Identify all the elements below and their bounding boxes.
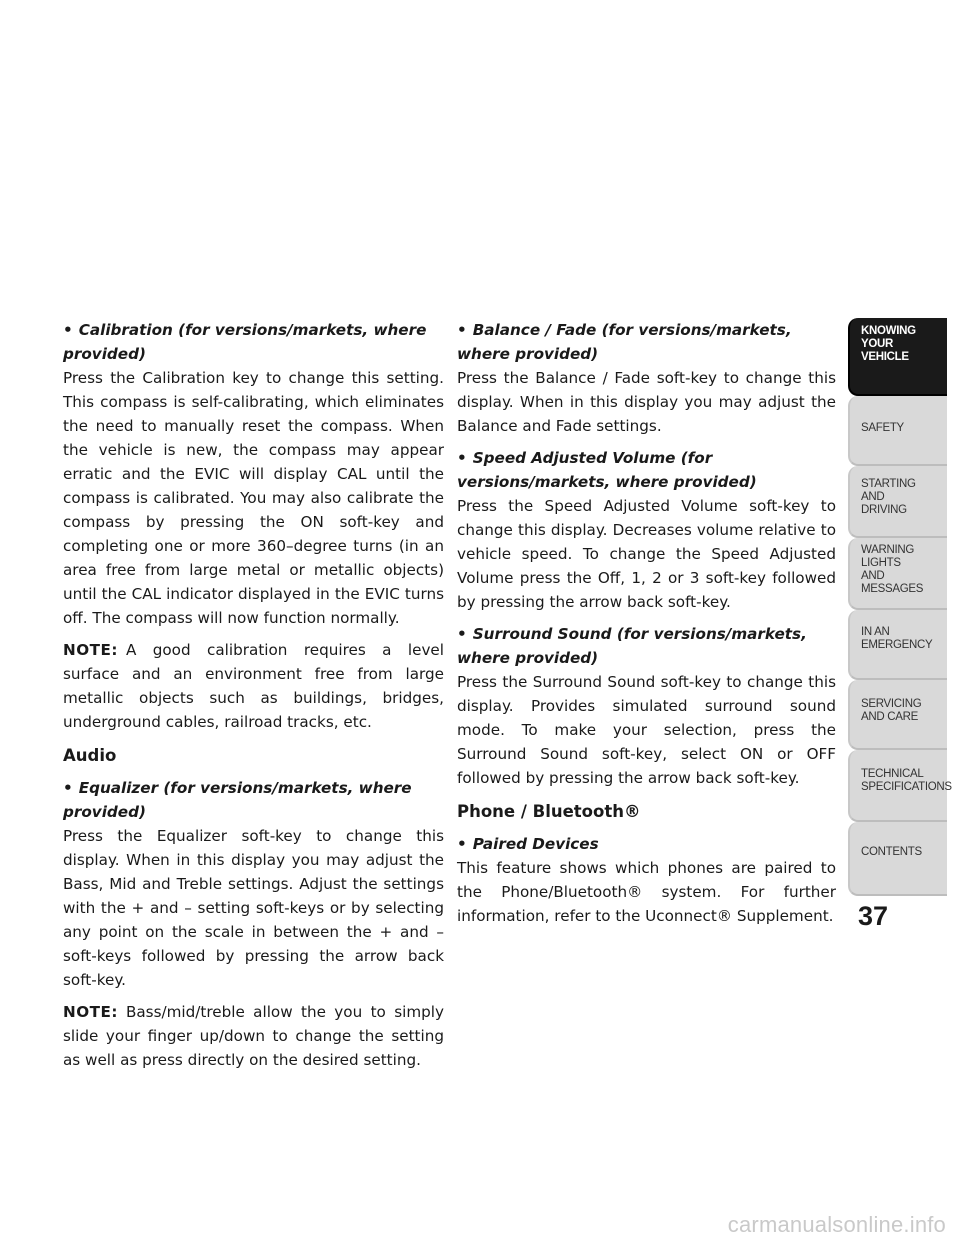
paired-heading: • Paired Devices bbox=[457, 835, 599, 853]
page-number: 37 bbox=[858, 901, 889, 931]
speed-text: Press the Speed Adjusted Volume soft-key to change this display. Decreases volume relative to vehicle speed. To change the Speed Adjusted Volume press the Off, 1, 2 or 3 soft-key followed by pressing the arrow back soft-key. bbox=[457, 497, 836, 611]
audio-heading: Audio bbox=[63, 746, 117, 765]
equalizer-heading: • Equalizer (for versions/markets, where provided) bbox=[63, 779, 412, 821]
balance-text: Press the Balance / Fade soft-key to change this display. When in this display you may adjust the Balance and Fade settings. bbox=[457, 369, 836, 435]
tab-contents[interactable]: CONTENTS bbox=[848, 822, 947, 896]
calibration-text: Press the Calibration key to change this setting. This compass is self-calibrating, which eliminates the need to manually reset the compass. When the vehicle is new, the compass may appear erratic and the EVIC will display CAL until the compass is calibrated. You may also calibrate the compass by pressing the ON soft-key and completing one or more 360–degree turns (in an area free from large metal or metallic objects) until the CAL indicator displayed in the EVIC turns off. The compass will now function normally. bbox=[63, 369, 444, 627]
surround-text: Press the Surround Sound soft-key to change this display. Provides simulated surround sound mode. To make your selection, press the Surround Sound soft-key, select ON or OFF followed by pressing the arrow back soft-key. bbox=[457, 673, 836, 787]
tab-starting-and-driving[interactable]: STARTING AND DRIVING bbox=[848, 466, 947, 538]
surround-heading: • Surround Sound (for versions/markets, where provided) bbox=[457, 625, 807, 667]
tab-safety[interactable]: SAFETY bbox=[848, 396, 947, 466]
right-column bbox=[457, 318, 836, 936]
calibration-heading: • Calibration (for versions/markets, where provided) bbox=[63, 321, 427, 363]
note-label: NOTE: bbox=[63, 1003, 118, 1021]
note-equalizer: NOTE: Bass/mid/treble allow the you to simply slide your finger up/down to change the setting as well as press directly on the desired setting. bbox=[63, 1003, 444, 1069]
watermark: carmanualsonline.info bbox=[727, 1212, 946, 1237]
tab-servicing-and-care[interactable]: SERVICING AND CARE bbox=[848, 680, 947, 750]
tab-warning-lights[interactable]: WARNING LIGHTS AND MESSAGES bbox=[848, 538, 947, 610]
left-column bbox=[63, 318, 444, 1080]
tab-in-an-emergency[interactable]: IN AN EMERGENCY bbox=[848, 610, 947, 680]
tab-knowing-your-vehicle[interactable]: KNOWING YOUR VEHICLE bbox=[848, 318, 947, 396]
paired-text: This feature shows which phones are paired to the Phone/Bluetooth® system. For further information, refer to the Uconnect® Supplement. bbox=[457, 859, 836, 925]
balance-heading: • Balance / Fade (for versions/markets, where provided) bbox=[457, 321, 792, 363]
speed-heading: • Speed Adjusted Volume (for versions/markets, where provided) bbox=[457, 449, 757, 491]
note-label: NOTE: bbox=[63, 641, 118, 659]
tab-technical-specifications[interactable]: TECHNICAL SPECIFICATIONS bbox=[848, 750, 947, 822]
equalizer-text: Press the Equalizer soft-key to change this display. When in this display you may adjust the Bass, Mid and Treble settings. Adjust the settings with the + and – setting soft-keys or by selecting any point on the scale in between the + and – soft-keys followed by pressing the arrow back soft-key. bbox=[63, 827, 444, 989]
note-calibration: NOTE: A good calibration requires a level surface and an environment free from large metallic objects such as buildings, bridges, underground cables, railroad tracks, etc. bbox=[63, 641, 444, 731]
phone-heading: Phone / Bluetooth® bbox=[457, 802, 641, 821]
